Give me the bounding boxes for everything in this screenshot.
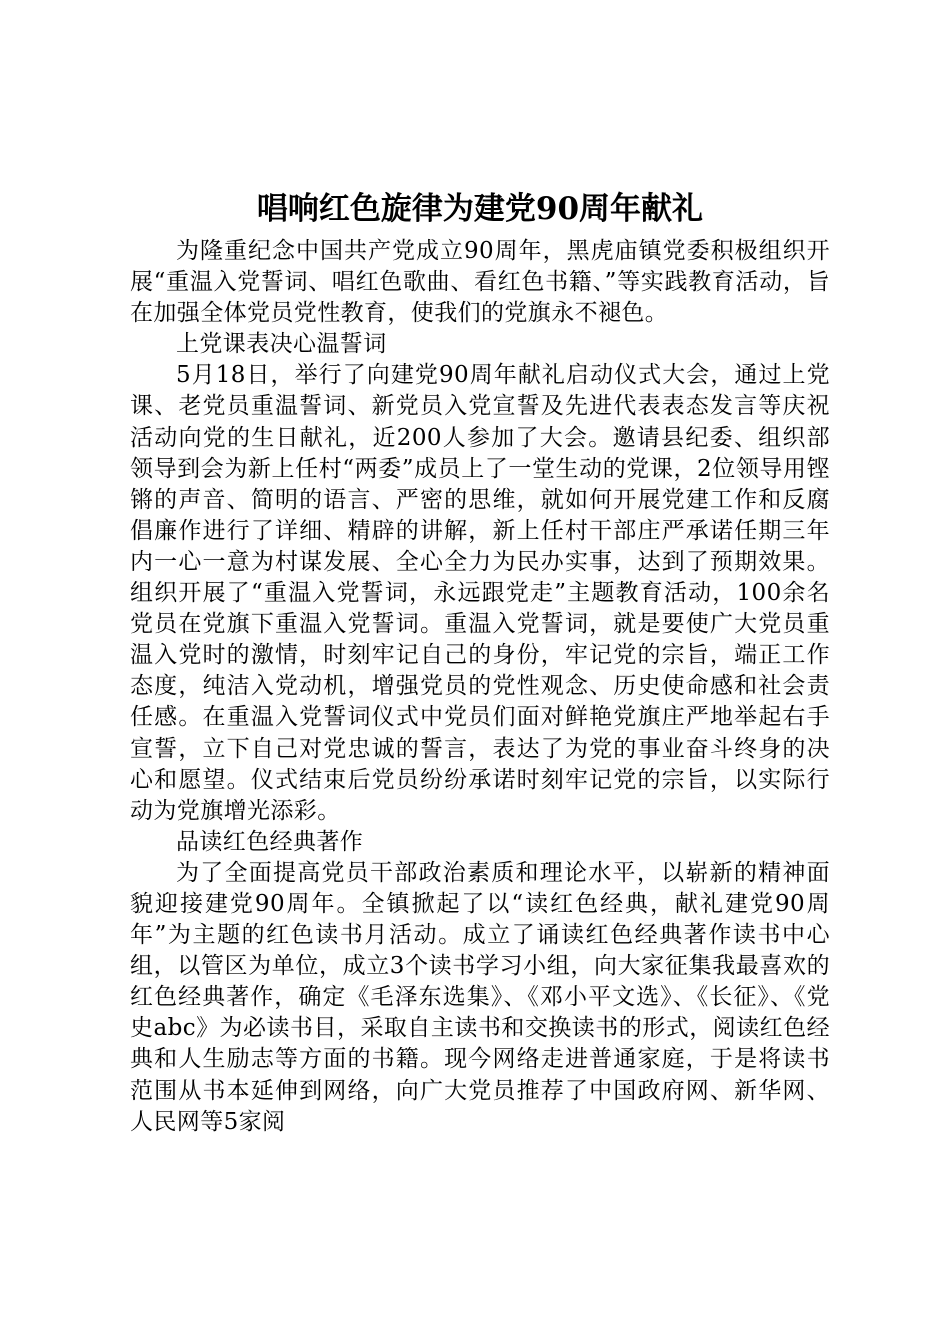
document-title: 唱响红色旋律为建党90周年献礼: [256, 191, 704, 227]
section-heading-red-classics: 品读红色经典著作: [176, 828, 364, 855]
document-page: [130, 186, 830, 1138]
section-body-red-classics: 为了全面提高党员干部政治素质和理论水平，以崭新的精神面貌迎接建党90周年。全镇掀起了以“读红色经典，献礼建党90周年”为主题的红色读书月活动。成立了诵读红色经典著作读书中心组，以管区为单位，成立3个读书学习小组，向大家征集我最喜欢的红色经典著作，确定《毛泽东选集》、《邓小平文选》、《长征》、《党史abc》为必读书目，采取自主读书和交换读书的形式，阅读红色经典和人生励志等方面的书籍。现今网络走进普通家庭，于是将读书范围从书本延伸到网络，向广大党员推荐了中国政府网、新华网、人民网等5家阅: [130, 859, 830, 1135]
section-body-party-lesson: 5月18日，举行了向建党90周年献礼启动仪式大会，通过上党课、老党员重温誓词、新党员入党宣誓及先进代表表态发言等庆祝活动向党的生日献礼，近200人参加了大会。邀请县纪委、组织部领导到会为新上任村“两委”成员上了一堂生动的党课，2位领导用铿锵的声音、简明的语言、严密的思维，就如何开展党建工作和反腐倡廉作进行了详细、精辟的讲解，新上任村干部庄严承诺任期三年内一心一意为村谋发展、全心全力为民办实事，达到了预期效果。组织开展了“重温入党誓词，永远跟党走”主题教育活动，100余名党员在党旗下重温入党誓词。重温入党誓词，就是要使广大党员重温入党时的激情，时刻牢记自己的身份，牢记党的宗旨，端正工作态度，纯洁入党动机，增强党员的党性观念、历史使命感和社会责任感。在重温入党誓词仪式中党员们面对鲜艳党旗庄严地举起右手宣誓，立下自己对党忠诚的誓言，表达了为党的事业奋斗终身的决心和愿望。仪式结束后党员纷纷承诺时刻牢记党的宗旨，以实际行动为党旗增光添彩。: [130, 362, 830, 824]
section-heading-party-lesson: 上党课表决心温誓词: [176, 331, 387, 358]
intro-paragraph: 为隆重纪念中国共产党成立90周年，黑虎庙镇党委积极组织开展“重温入党誓词、唱红色歌曲、看红色书籍、”等实践教育活动，旨在加强全体党员党性教育，使我们的党旗永不褪色。: [130, 238, 830, 327]
